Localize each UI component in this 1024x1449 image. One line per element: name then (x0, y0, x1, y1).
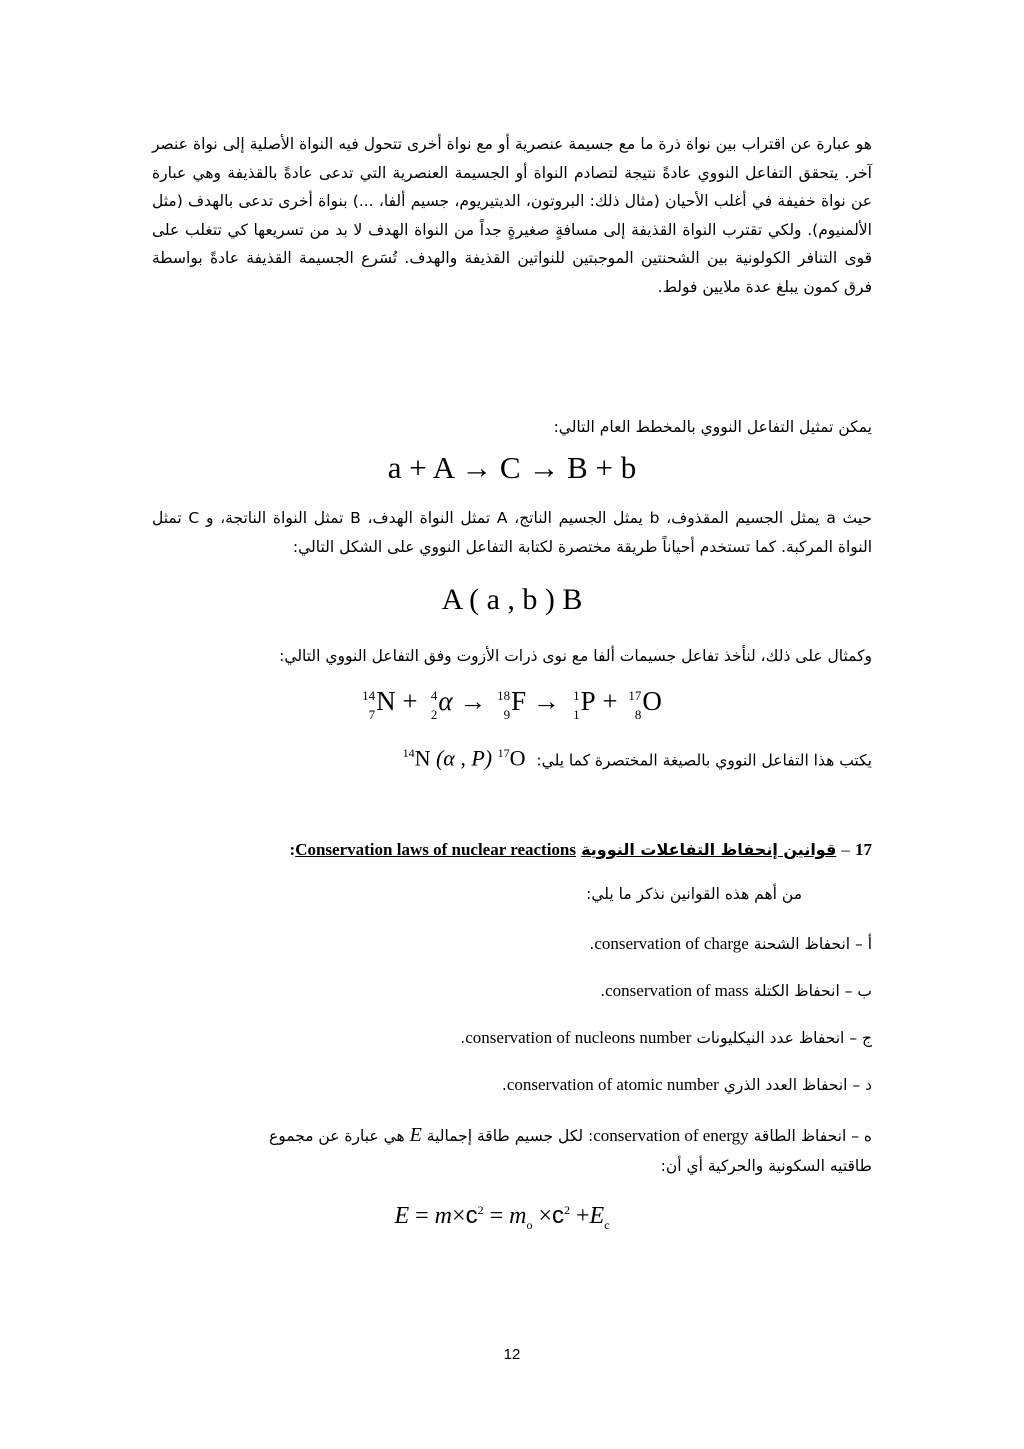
section-heading: 17 – قوانين إنحفاظ التفاعلات النووية Conservation laws of nuclear reactions: (289, 840, 872, 859)
example-intro: وكمثال على ذلك، لنأخذ تفاعل جسيمات ألفا مع نوى ذرات الأزوت وفق التفاعل النووي التالي: (279, 647, 872, 665)
plus-sign: + (402, 686, 418, 716)
law-item: د – انحفاظ العدد الذري conservation of atomic number. (501, 1075, 872, 1094)
section-number: 17 (855, 840, 872, 859)
short-form-text: يكتب هذا التفاعل النووي بالصيغة المختصرة كما يلي: (536, 751, 872, 770)
page-number: 12 (503, 1346, 521, 1363)
section-title-en: Conservation laws of nuclear reactions (295, 840, 576, 859)
short-notation: A ( a , b ) B (441, 583, 583, 616)
short-form-line (403, 738, 872, 775)
arrow: → (459, 686, 487, 716)
where-paragraph: حيث a يمثل الجسيم المقذوف، b يمثل الجسيم الناتج، A تمثل النواة الهدف، B تمثل النواة الناتجة، و C تمثل النواة المركبة. كما تستخدم أحياناً طريقة مختصرة لكتابة التفاعل النووي على الشكل التالي: (152, 509, 873, 556)
law-item: ب – انحفاظ الكتلة conservation of mass. (600, 981, 872, 1000)
proton: 1 1 P (573, 686, 596, 722)
section-dash: – (841, 840, 850, 859)
general-equation: a + A → C → B + b (387, 450, 637, 485)
plus-sign: + (602, 686, 618, 716)
nuclear-reaction-equation (0, 683, 1024, 722)
intro-paragraph: هو عبارة عن اقتراب بين نواة ذرة ما مع جسيمة عنصرية أو مع نواة أخرى تتحول فيه النواة الأصلية إلى نواة عنصر آخر. يتحقق التفاعل النووي عادةً نتيجة لتصادم النواة أو الجسيمة العنصرية التي تدعى عادةً بالقذيفة وهي عبارة عن نواة خفيفة في أغلب الأحيان (مثال ذلك: البروتون، الديتيريوم، جسيم ألفا، ...) بنواة أخرى تدعى بالهدف (مثل الألمنيوم). ولكي تقترب النواة القذيفة إلى مسافةٍ صغيرةٍ جداً من النواة الهدف لا بد من تسريعها كي تتغلب على قوى التنافر الكولونية بين الشحنتين الموجبتين للنواتين القذيفة والهدف. تُسَرع الجسيمة القذيفة عادةً بواسطة فرق كمون يبلغ عدة ملايين فولط. (152, 135, 872, 296)
fluorine-nucleus: 18 9 F (497, 686, 527, 722)
oxygen-nucleus: 17 8 O (628, 686, 662, 722)
nitrogen-nucleus: 14 7 N (362, 686, 396, 722)
law-item: أ – انحفاظ الشحنة conservation of charge. (589, 934, 872, 953)
arrow: → (532, 686, 560, 716)
alpha-particle: 4 2 α (430, 686, 453, 722)
short-form-formula: $^{14}$N (α , P) $^{17}$O (402, 745, 526, 771)
section-title-ar: قوانين إنحفاظ التفاعلات النووية (581, 840, 837, 859)
energy-law: ه – انحفاظ الطاقة conservation of energy: لكل جسيم طاقة إجمالية E هي عبارة عن مجموع طاقتيه السكونية والحركية أي أن: (268, 1124, 872, 1175)
law-item: ج – انحفاظ عدد النيكليونات conservation of nucleons number. (460, 1028, 872, 1047)
laws-intro: من أهم هذه القوانين نذكر ما يلي: (586, 885, 802, 903)
scheme-intro: يمكن تمثيل التفاعل النووي بالمخطط العام التالي: (553, 418, 872, 436)
energy-equation: $E = m\times c^2 = m_o \times c^2 +E_c$ (394, 1202, 610, 1232)
